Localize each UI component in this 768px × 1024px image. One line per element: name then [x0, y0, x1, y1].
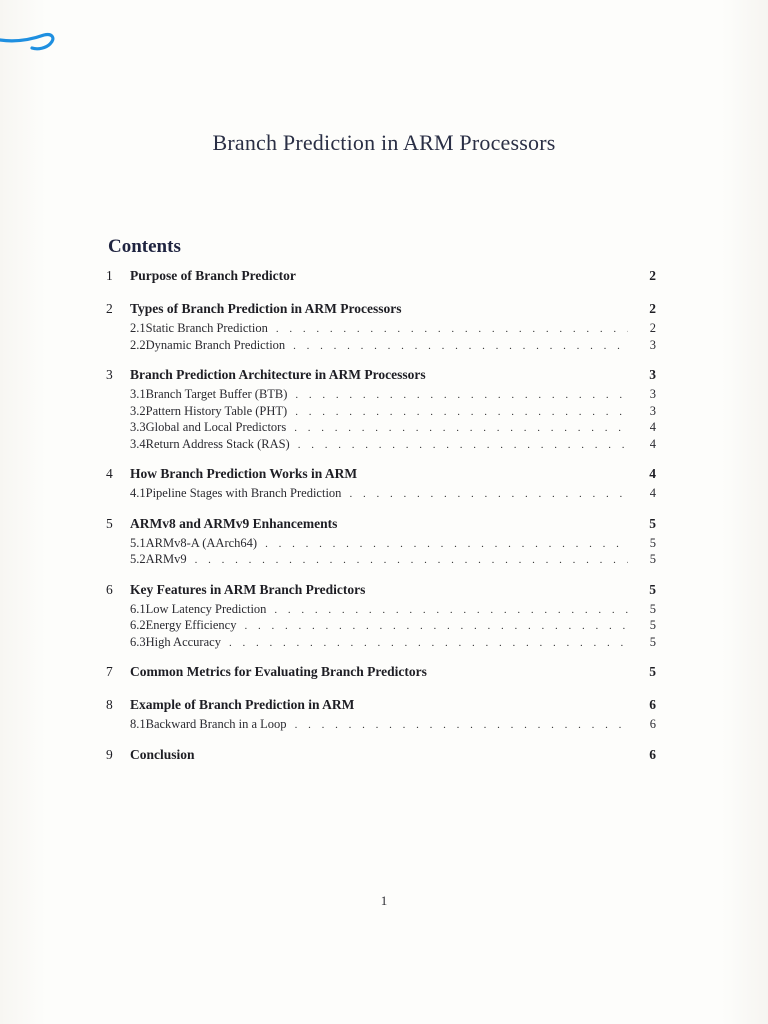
- contents-heading: Contents: [108, 236, 181, 257]
- toc-dot-leader: [294, 422, 628, 434]
- toc-subentry[interactable]: [106, 338, 656, 355]
- toc-subentry-title: Branch Target Buffer (BTB): [145, 387, 288, 401]
- toc-entry-title: ARMv8 and ARMv9 Enhancements: [130, 515, 338, 531]
- toc-subentry[interactable]: [106, 437, 656, 454]
- toc-section: [106, 466, 656, 503]
- toc-section: [106, 516, 656, 569]
- toc-entry-page: 2: [649, 301, 656, 316]
- toc-subentry-page: 3: [649, 387, 656, 401]
- toc-entry-page: 5: [649, 664, 656, 679]
- toc-subentry-title: ARMv9: [145, 552, 187, 566]
- toc-entry-number: 2: [106, 301, 113, 316]
- toc-dot-leader: [349, 488, 628, 500]
- toc-entry-number: 8: [106, 697, 113, 712]
- toc-subentry-number: 3.3: [130, 420, 146, 434]
- toc-subentry-number: 6.3: [130, 634, 146, 649]
- toc-section: [106, 268, 656, 288]
- toc-subentry-number: 3.2: [130, 403, 146, 418]
- toc-subentry-page: 5: [649, 634, 656, 649]
- toc-subentry[interactable]: [106, 420, 656, 437]
- toc-section: [106, 367, 656, 453]
- toc-subentry-title: Pipeline Stages with Branch Prediction: [145, 486, 342, 500]
- toc-entry-title: Example of Branch Prediction in ARM: [130, 697, 355, 712]
- toc-subentry-page: 4: [649, 486, 656, 500]
- toc-entry[interactable]: [106, 664, 656, 684]
- toc-entry-number: 3: [106, 367, 113, 382]
- toc-dot-leader: [293, 340, 628, 352]
- toc-subentry-number: 8.1: [130, 717, 146, 731]
- toc-subentry-title: Global and Local Predictors: [145, 420, 287, 434]
- toc-entry-number: 9: [106, 746, 113, 762]
- toc-subentry-title: High Accuracy: [145, 634, 221, 649]
- toc-dot-leader: [244, 620, 628, 632]
- pen-mark-icon: [0, 22, 64, 62]
- toc-subentry[interactable]: [106, 321, 656, 338]
- toc-section: [106, 582, 656, 652]
- toc-subentry[interactable]: [106, 635, 656, 652]
- toc-subentry[interactable]: [106, 602, 656, 619]
- toc-entry-title: Key Features in ARM Branch Predictors: [130, 581, 366, 597]
- toc-subentry[interactable]: [106, 618, 656, 635]
- toc-subentry[interactable]: [106, 536, 656, 553]
- toc-subentry-number: 6.2: [130, 618, 146, 632]
- toc-entry-title: How Branch Prediction Works in ARM: [130, 466, 358, 481]
- toc-dot-leader: [295, 719, 628, 731]
- toc-dot-leader: [229, 637, 628, 649]
- toc-subentry-number: 5.1: [130, 535, 146, 550]
- toc-subentry-title: Pattern History Table (PHT): [145, 403, 288, 418]
- toc-subentry-page: 3: [649, 337, 656, 352]
- toc-subentry-page: 4: [649, 436, 656, 451]
- toc-subentry-number: 2.2: [130, 337, 146, 352]
- toc-subentry-title: Static Branch Prediction: [145, 321, 268, 335]
- toc-section: [106, 747, 656, 767]
- toc-subentry-title: Return Address Stack (RAS): [145, 436, 290, 451]
- toc-dot-leader: [195, 554, 628, 566]
- toc-entry-page: 6: [649, 746, 656, 762]
- toc-entry[interactable]: [106, 697, 656, 717]
- toc-dot-leader: [295, 406, 628, 418]
- toc-subentry-number: 4.1: [130, 486, 146, 500]
- toc-entry-title: Branch Prediction Architecture in ARM Processors: [130, 367, 426, 382]
- toc-subentry[interactable]: [106, 404, 656, 421]
- toc-subentry-page: 3: [649, 403, 656, 418]
- toc-entry[interactable]: [106, 516, 656, 536]
- toc-section: [106, 697, 656, 734]
- toc-subentry[interactable]: [106, 486, 656, 503]
- toc-subentry-page: 6: [649, 717, 656, 731]
- toc-subentry-number: 5.2: [130, 552, 146, 566]
- toc-entry-page: 5: [649, 515, 656, 531]
- toc-entry-number: 7: [106, 664, 113, 679]
- toc-subentry-title: Low Latency Prediction: [145, 601, 267, 616]
- toc-entry[interactable]: [106, 268, 656, 288]
- toc-subentry-number: 6.1: [130, 601, 146, 616]
- toc-subentry[interactable]: [106, 387, 656, 404]
- document-title: Branch Prediction in ARM Processors: [212, 130, 556, 155]
- toc-entry-title: Purpose of Branch Predictor: [130, 268, 296, 283]
- table-of-contents: [106, 268, 656, 780]
- toc-subentry-title: Backward Branch in a Loop: [145, 717, 287, 731]
- toc-subentry-page: 5: [649, 552, 656, 566]
- toc-subentry-page: 4: [649, 420, 656, 434]
- toc-entry[interactable]: [106, 582, 656, 602]
- toc-dot-leader: [276, 323, 628, 335]
- toc-subentry-title: ARMv8-A (AArch64): [145, 535, 258, 550]
- toc-section: [106, 301, 656, 354]
- toc-entry-page: 5: [649, 581, 656, 597]
- toc-entry-title: Common Metrics for Evaluating Branch Predictors: [130, 664, 427, 679]
- toc-subentry-page: 2: [649, 321, 656, 335]
- toc-subentry-title: Energy Efficiency: [145, 618, 237, 632]
- toc-entry-title: Conclusion: [130, 746, 195, 762]
- toc-subentry-title: Dynamic Branch Prediction: [145, 337, 286, 352]
- toc-subentry-page: 5: [649, 601, 656, 616]
- toc-entry[interactable]: [106, 747, 656, 767]
- toc-entry-number: 6: [106, 581, 113, 597]
- toc-subentry[interactable]: [106, 552, 656, 569]
- toc-entry[interactable]: [106, 466, 656, 486]
- toc-subentry[interactable]: [106, 717, 656, 734]
- toc-entry[interactable]: [106, 367, 656, 387]
- page-number: 1: [380, 893, 388, 908]
- toc-dot-leader: [298, 439, 628, 451]
- toc-dot-leader: [265, 538, 628, 550]
- toc-entry[interactable]: [106, 301, 656, 321]
- toc-dot-leader: [274, 604, 628, 616]
- toc-subentry-page: 5: [649, 618, 656, 632]
- toc-entry-page: 6: [649, 697, 656, 712]
- toc-entry-number: 1: [106, 268, 113, 283]
- toc-entry-page: 3: [649, 367, 656, 382]
- toc-dot-leader: [295, 389, 628, 401]
- toc-subentry-number: 3.4: [130, 436, 146, 451]
- toc-entry-page: 4: [649, 466, 656, 481]
- toc-entry-page: 2: [649, 268, 656, 283]
- toc-entry-number: 5: [106, 515, 113, 531]
- toc-section: [106, 664, 656, 684]
- toc-entry-title: Types of Branch Prediction in ARM Processors: [130, 301, 402, 316]
- toc-subentry-page: 5: [649, 535, 656, 550]
- toc-subentry-number: 3.1: [130, 387, 146, 401]
- toc-subentry-number: 2.1: [130, 321, 146, 335]
- toc-entry-number: 4: [106, 466, 113, 481]
